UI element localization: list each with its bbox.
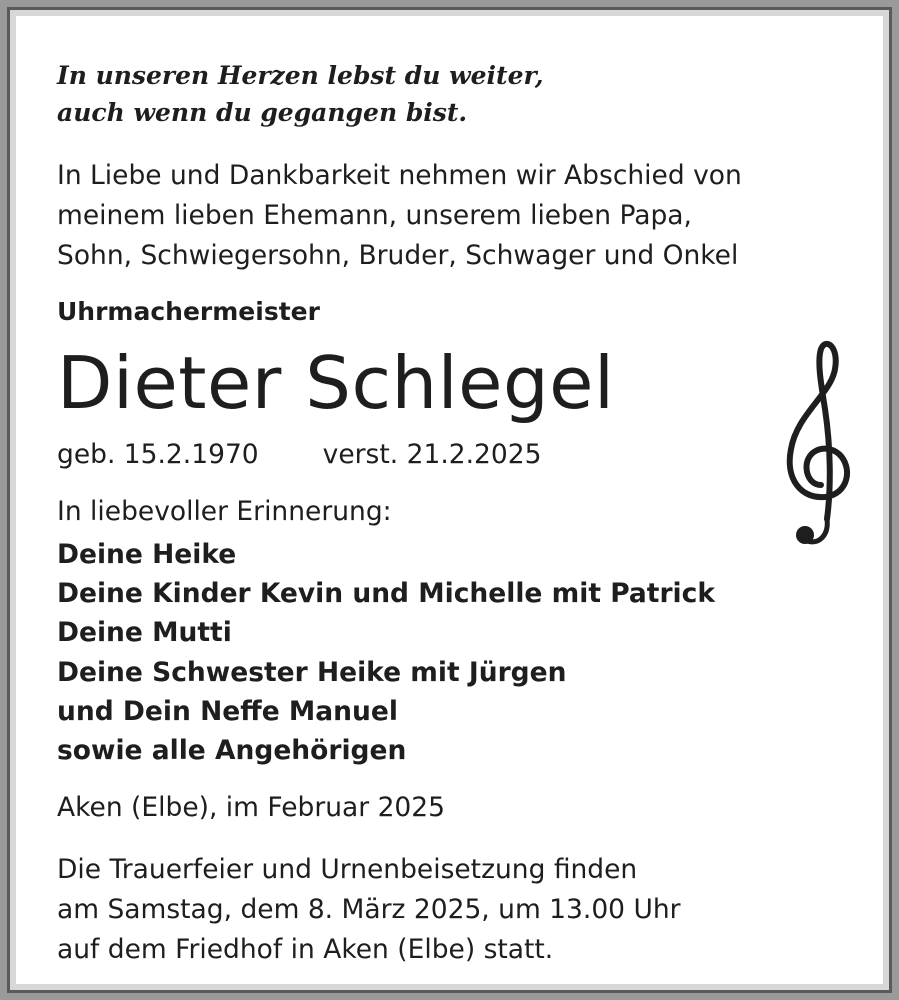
intro-text — [57, 156, 742, 276]
mourner-line: Deine Kinder Kevin und Michelle mit Patrick — [57, 578, 715, 610]
mourner-line: Deine Schwester Heike mit Jürgen — [57, 656, 567, 688]
funeral-line-1: Die Trauerfeier und Urnenbeisetzung finden — [57, 854, 638, 885]
mourner-line: sowie alle Angehörigen — [57, 734, 407, 766]
motto — [57, 57, 544, 131]
life-dates — [57, 439, 541, 470]
deceased-name: Dieter Schlegel — [57, 341, 615, 425]
intro-line-3: Sohn, Schwiegersohn, Bruder, Schwager und Onkel — [57, 240, 739, 271]
mourners-list — [57, 535, 715, 770]
occupation-title: Uhrmachermeister — [57, 297, 320, 326]
memory-label: In liebevoller Erinnerung: — [57, 496, 392, 527]
funeral-line-3: auf dem Friedhof in Aken (Elbe) statt. — [57, 934, 554, 965]
birth-date: geb. 15.2.1970 — [57, 439, 259, 470]
place-and-date: Aken (Elbe), im Februar 2025 — [57, 792, 446, 823]
motto-line-2: auch wenn du gegangen bist. — [57, 98, 468, 127]
mourner-line: und Dein Neffe Manuel — [57, 695, 398, 727]
death-date: verst. 21.2.2025 — [322, 439, 542, 470]
funeral-line-2: am Samstag, dem 8. März 2025, um 13.00 Uhr — [57, 894, 681, 925]
mourner-line: Deine Heike — [57, 539, 237, 570]
intro-line-2: meinem lieben Ehemann, unserem lieben Papa, — [57, 200, 692, 231]
motto-line-1: In unseren Herzen lebst du weiter, — [57, 61, 544, 90]
intro-line-1: In Liebe und Dankbarkeit nehmen wir Abschied von — [57, 160, 742, 191]
mourner-line: Deine Mutti — [57, 617, 232, 649]
treble-clef-icon — [779, 339, 863, 553]
funeral-details — [57, 850, 681, 970]
